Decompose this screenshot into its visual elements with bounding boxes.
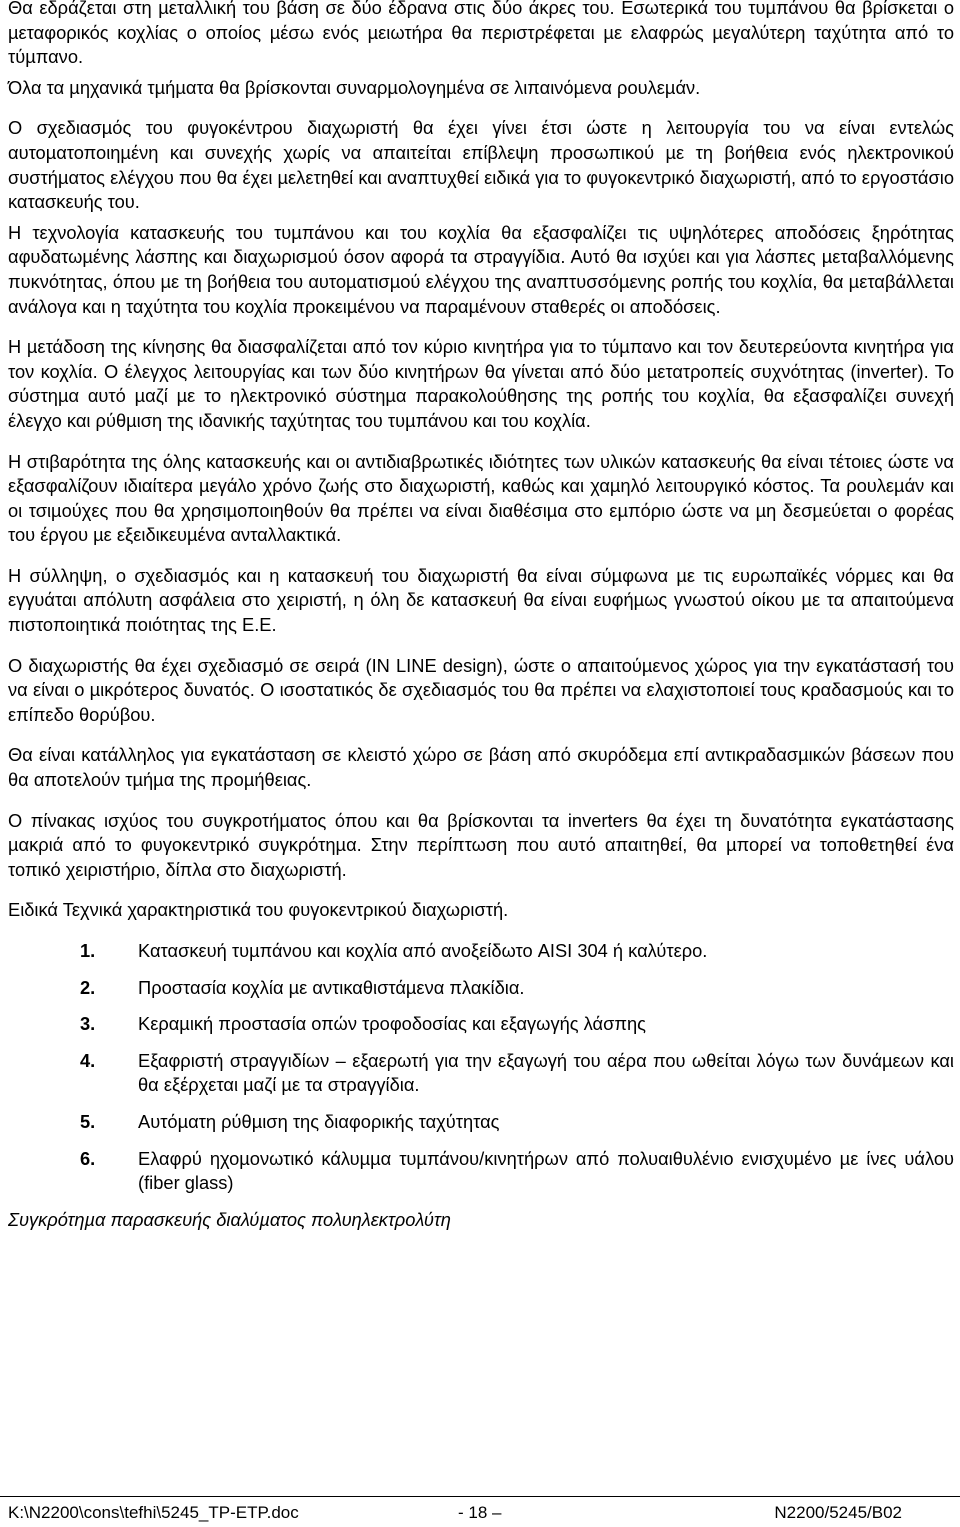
- list-item: [8, 1012, 954, 1037]
- paragraph-specs-intro: Ειδικά Τεχνικά χαρακτηριστικά του φυγοκεντρικού διαχωριστή.: [8, 899, 509, 921]
- list-item: [8, 1147, 954, 1196]
- paragraph-lubricated-bearings: Όλα τα µηχανικά τµήµατα θα βρίσκονται συναρµολογηµένα σε λιπαινόµενα ρουλεµάν.: [8, 76, 701, 98]
- list-item-number: 3.: [80, 1013, 96, 1035]
- paragraph-construction-technology: Η τεχνολογία κατασκευής του τυµπάνου και του κοχλία θα εξασφαλίζει τις υψηλότερες αποδόσεις ξηρότητας αφυδατωµένης λάσπης και διαχωρισµού όσον αφορά τα στραγγίδια. Αυτό θα ισχύει και για λάσπες µεταβαλλόµενης πυκνότητας, όπου µε τη βοήθεια του αυτοµατισµού ελέγχου της αναπτυσσόµενης ροπής του κοχλία, θα µεταβάλλεται ανάλογα και η ταχύτητα του κοχλία προκειµένου να παραµένουν σταθερές οι αποδόσεις.: [8, 221, 954, 317]
- document-page: [8, 0, 954, 1232]
- paragraph-installation: Θα είναι κατάλληλος για εγκατάσταση σε κλειστό χώρο σε βάση από σκυρόδεµα επί αντικραδασµικών βάσεων που θα αποτελούν τµήµα της προµήθειας.: [8, 744, 954, 791]
- specs-list: [8, 939, 954, 1196]
- paragraph-bearings-base: Θα εδράζεται στη µεταλλική του βάση σε δύο έδρανα στις δύο άκρες του. Εσωτερικά του τυµπάνου θα βρίσκεται ο µεταφορικός κοχλίας ο οποίος µέσω ενός µειωτήρα θα περιστρέφεται µε ελαφρώς µεγαλύτερη ταχύτητα από το τύµπανο.: [8, 0, 954, 68]
- list-item: [8, 939, 954, 964]
- list-item: [8, 976, 954, 1001]
- list-item-number: 2.: [80, 976, 96, 998]
- list-item-number: 1.: [80, 940, 96, 961]
- paragraph-design-automation: Ο σχεδιασµός του φυγοκέντρου διαχωριστή θα έχει γίνει έτσι ώστε η λειτουργία του να είναι εντελώς αυτοµατοποιηµένη και συνεχής χωρίς να απαιτείται επίβλεψη προσωπικού µε τη βοήθεια ενός ηλεκτρονικού συστήµατος ελέγχου που θα έχει µελετηθεί και αναπτυχθεί ειδικά για το φυγοκεντρικό διαχωριστή, από το εργοστάσιο κατασκευής του.: [8, 117, 954, 213]
- list-item-text: Ελαφρύ ηχοµονωτικό κάλυµµα τυµπάνου/κινητήρων από πολυαιθυλένιο ενισχυµένο µε ίνες υάλου (fiber glass): [138, 1147, 954, 1194]
- paragraph-european-norms: Η σύλληψη, ο σχεδιασµός και η κατασκευή του διαχωριστή θα είναι σύµφωνα µε τις ευρωπαϊκές νόρµες και θα εγγυάται απόλυτη ασφάλεια στο χειριστή, η όλη δε κατασκευή θα είναι ευφήµως γνωστού οίκου µε τα απαιτούµενα πιστοποιητικά ποιότητας της Ε.Ε.: [8, 564, 954, 636]
- paragraph-inline-design: Ο διαχωριστής θα έχει σχεδιασµό σε σειρά (IN LINE design), ώστε ο απαιτούµενος χώρος για την εγκατάστασή του να είναι ο µικρότερος δυνατός. Ο ισοστατικός δε σχεδιασµός του θα πρέπει να ελαχιστοποιεί τους κραδασµούς και το επίπεδο θορύβου.: [8, 654, 954, 725]
- footer-file-path: K:\N2200\cons\tefhi\5245_TP-ETP.doc: [8, 1503, 299, 1522]
- list-item: [8, 1110, 954, 1135]
- page-footer: [0, 1496, 960, 1527]
- list-item: [8, 1049, 954, 1098]
- list-item-text: Προστασία κοχλία µε αντικαθιστάµενα πλακίδια.: [138, 976, 525, 998]
- list-item-text: Εξαφριστή στραγγιδίων – εξαερωτή για την εξαγωγή του αέρα που ωθείται λόγω των δυνάµεων και θα εξέρχεται µαζί µε τα στραγγίδια.: [138, 1049, 954, 1096]
- list-item-number: 5.: [80, 1110, 96, 1132]
- paragraph-robustness: Η στιβαρότητα της όλης κατασκευής και οι αντιδιαβρωτικές ιδιότητες των υλικών κατασκευής θα είναι τέτοιες ώστε να εξασφαλίζουν ιδιαίτερα µεγάλο χρόνο ζωής στο διαχωριστή, καθώς και χαµηλό λειτουργικό κόστος. Τα ρουλεµάν και οι τσιµούχες που θα χρησιµοποιηθούν θα πρέπει να είναι διαθέσιµα στο εµπόριο ώστε να µη δεσµεύεται ο φορέας του έργου µε εξειδικευµένα ανταλλακτικά.: [8, 450, 954, 546]
- paragraph-motion-transmission: Η µετάδοση της κίνησης θα διασφαλίζεται από τον κύριο κινητήρα για το τύµπανο και τον δευτερεύοντα κινητήρα για τον κοχλία. Ο έλεγχος λειτουργίας και των δύο κινητήρων θα γίνεται από δύο µετατροπείς συχνότητας (inverter). Το σύστηµα αυτό µαζί µε το ηλεκτρονικό σύστηµα παρακολούθησης της ροπής του κοχλία, θα εξασφαλίζει συνεχή έλεγχο και ρύθµιση της ιδανικής ταχύτητας του τυµπάνου και του κοχλία.: [8, 336, 954, 431]
- list-item-number: 6.: [80, 1147, 96, 1169]
- footer-page-number: - 18 –: [458, 1503, 502, 1522]
- list-item-number: 4.: [80, 1049, 96, 1071]
- list-item-text: Κεραµική προστασία οπών τροφοδοσίας και εξαγωγής λάσπης: [138, 1013, 646, 1035]
- paragraph-power-panel: Ο πίνακας ισχύος του συγκροτήµατος όπου και θα βρίσκονται τα inverters θα έχει τη δυνατότητα εγκατάστασης µακριά από το φυγοκεντρικό συγκρότηµα. Στην περίπτωση που αυτό απαιτηθεί, θα µπορεί να τοποθετηθεί ένα τοπικό χειριστήριο, δίπλα στο διαχωριστή.: [8, 809, 954, 880]
- section-heading: Συγκρότηµα παρασκευής διαλύµατος πολυηλεκτρολύτη: [8, 1208, 451, 1230]
- list-item-text: Αυτόµατη ρύθµιση της διαφορικής ταχύτητας: [138, 1110, 500, 1132]
- list-item-text: Κατασκευή τυµπάνου και κοχλία από ανοξείδωτο AISI 304 ή καλύτερο.: [138, 940, 708, 961]
- footer-doc-code: N2200/5245/B02: [774, 1503, 902, 1522]
